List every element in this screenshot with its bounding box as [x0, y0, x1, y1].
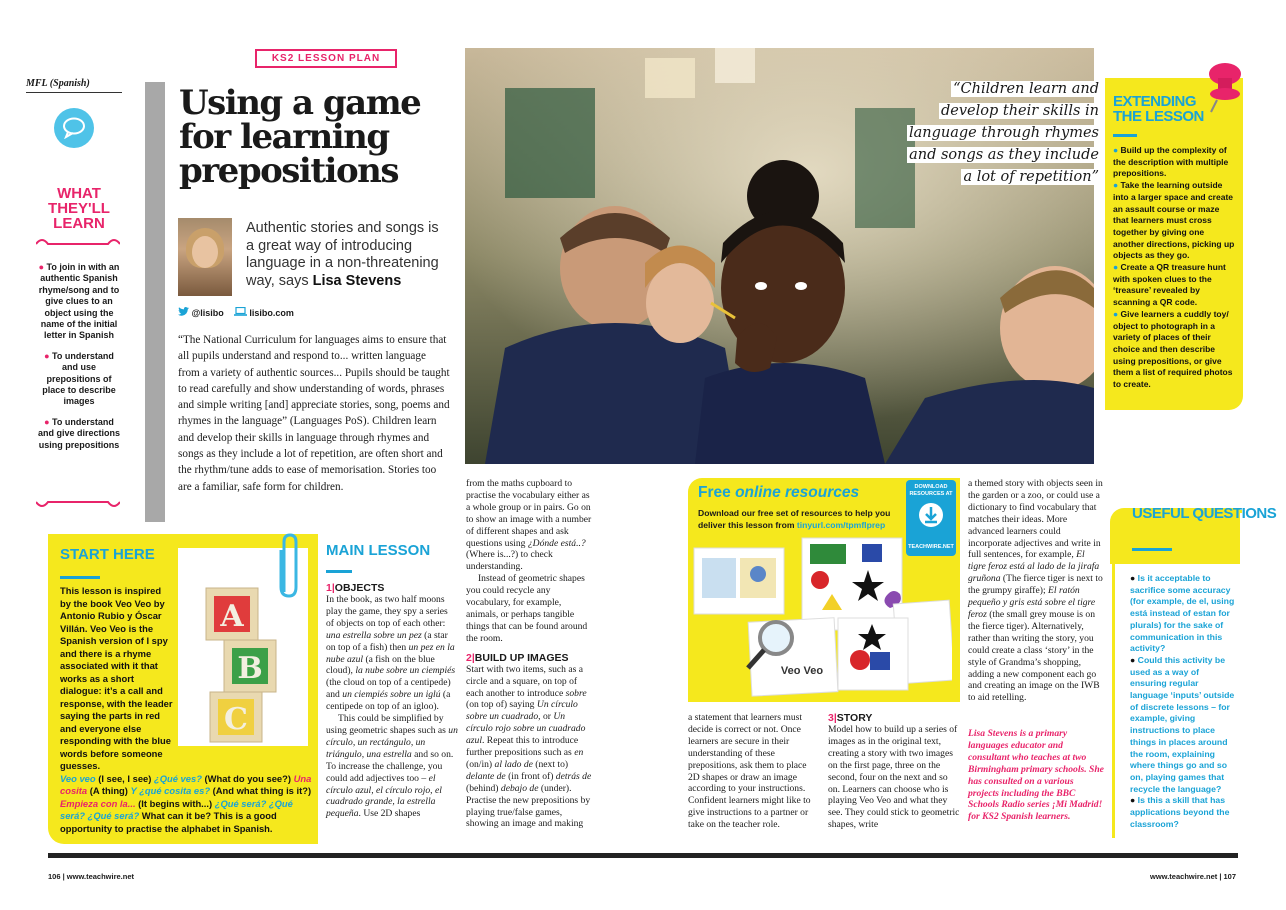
start-here-heading: START HERE [60, 546, 155, 563]
social-links [178, 307, 294, 318]
step-body: a statement that learners must decide is correct or not. Once learners are secure in their understanding of these prepositions, ask them to place 2D shapes or draw an image according to your instructions. Confident learners might like to give instructions to a partner or take on the teacher role. [688, 712, 811, 831]
lesson-column-1 [326, 582, 458, 820]
lesson-column-2 [466, 478, 594, 830]
dialogue-segment: (A thing) [87, 785, 131, 796]
list-item: ● Is this a skill that has applications beyond the classroom? [1130, 795, 1230, 829]
rhyme-dialogue [60, 773, 312, 836]
card-label: Veo Veo [780, 665, 824, 677]
step-heading: 3|STORY [828, 712, 873, 724]
step-heading: 2|BUILD UP IMAGES [466, 651, 569, 664]
resources-link[interactable]: tinyurl.com/tpmflprep [796, 520, 886, 530]
footer-right: www.teachwire.net | 107 [1150, 872, 1237, 881]
heading-rule [1132, 548, 1172, 551]
list-item: ● Give learners a cuddly toy/ object to photograph in a variety of places of their choice and then describe using prepositions, or give them a list of required photos to create. [1113, 308, 1233, 390]
step-body: from the maths cupboard to practise the vocabulary either as a whole group or in pairs. Go on to show an image with a number of different shapes and ask questions using ¿Dónde está..? (Where is...?) to check understanding. Instead of geometric shapes you could recycle any vocabulary, for example, animals, or perhaps tangible things that can be found around the room. [466, 478, 592, 644]
list-item: ● Create a QR treasure hunt with spoken clues to the ‘treasure’ revealed by scanning a QR code. [1113, 262, 1226, 308]
useful-questions-list [1130, 573, 1238, 830]
start-para: This lesson is inspired by the book Veo Veo by Antonio Rubio y Óscar Villán. Veo Veo is the Spanish version of I spy and there is a rhyme associated with it that works as a short dialogue: it’s a call and response, with the leader saying the parts in red and everyone else responding with the blue words before someone guesses. [60, 585, 173, 771]
resource-preview-images [692, 534, 952, 698]
dialogue-segment: (I see, I see) [95, 772, 154, 784]
useful-questions-heading: USEFUL QUESTIONS [1132, 505, 1277, 522]
dialogue-segment: Una cosita [60, 772, 312, 796]
learn-item: ● To understand and give directions using prepositions [37, 416, 121, 450]
heading-rule [1113, 134, 1137, 137]
dialogue-segment: (What do you see?) [201, 772, 294, 784]
lesson-column-4 [828, 712, 960, 831]
laptop-icon [234, 307, 247, 316]
standfirst: Authentic stories and songs is a great way of introducing language in a non-threatening way, says Lisa Stevens [246, 220, 439, 289]
step-body: a themed story with objects seen in the garden or a zoo, or could use a dictionary to find vocabulary that matches their ideas. More advanced learners could incorporate adjectives and write in full sentences, for example, El tigre feroz está al lado de la jirafa gruñona (The fierce tiger is next to the grumpy giraffe); El ratón pequeño y gris está sobre el tigre feroz (the small grey mouse is on the fierce tiger). Alternatively, rather than writing the story, you could create a class ‘story’ in the style of Grandma’s shopping, adding a new component each go and creating an image on the IWB to aid retelling. [968, 478, 1103, 704]
website-link[interactable]: lisibo.com [234, 307, 294, 318]
svg-text:B: B [237, 651, 263, 686]
divider-squiggle [36, 500, 120, 510]
pull-quote: “Children learn and develop their skills in language through rhymes and songs as they include a lot of repetition” [909, 81, 1099, 185]
lesson-column-3 [688, 712, 820, 831]
twitter-icon [178, 307, 189, 316]
learn-list [36, 262, 122, 460]
learn-item: ● To join in with an authentic Spanish rhyme/song and to give clues to an object using the name of the initial letter in Spanish [38, 262, 120, 341]
learn-item: ● To understand and use prepositions of place to describe images [42, 350, 116, 407]
list-item: ● Take the learning outside into a larger space and create an assault course or maze that learners must cross together by giving one another directions, picking up objects as they go. [1113, 180, 1235, 261]
section-label: MFL (Spanish) [26, 78, 122, 93]
lesson-column-5 [968, 478, 1104, 704]
author-name: Lisa Stevens [312, 272, 402, 289]
speech-bubble-icon [54, 108, 94, 148]
page-title: Using a game for learning prepositions [179, 83, 421, 191]
kicker-label: KS2 LESSON PLAN [255, 49, 397, 68]
dialogue-segment: Veo veo [60, 772, 96, 784]
svg-text:C: C [224, 702, 248, 737]
grey-accent-bar [145, 82, 165, 522]
twitter-link[interactable]: @lisibo [178, 307, 224, 318]
intro-paragraph: “The National Curriculum for languages aims to ensure that all pupils understand and respond to... written language from a variety of authentic sources... Pupils should be taught to read carefully and show understanding of words, phrases and simple writing [and] appreciate stories, song, poems and rhymes in the language” (Languages PoS). Children learn and develop their skills in language through rhymes and songs as they include a lot of repetition, are often short and the rhythm/tune adds to ease of memorisation. Stories too are a familiar, safe form for children. [178, 334, 450, 493]
download-icon [918, 502, 944, 528]
download-badge[interactable]: DOWNLOAD RESOURCES AT TEACHWIRE.NET [906, 480, 956, 556]
resources-heading: Free online resources [698, 484, 860, 501]
step-body: Start with two items, such as a circle and a square, on top of each another to introduce sobre (on top of) saying Un círculo sobre un cuadrado, or Un círculo rojo sobre un cuadrado azul. Repeat this to introduce further prepositions such as en (on/in) al lado de (next to) delante de (in front of) detrás de (behind) debajo de (under). Practise the new prepositions by playing true/false games, showing an image and making [466, 663, 592, 830]
svg-text:A: A [220, 599, 244, 634]
footer-rule [48, 853, 1238, 858]
start-here-text [60, 585, 312, 835]
dialogue-segment: (It begins with...) [135, 797, 215, 809]
step-body: In the book, as two half moons play the game, they spy a series of objects on top of each other: una estrella sobre un pez (a star on top of a fish) then un pez en la nube azul (a fish on the blue cloud), la nube sobre un ciempiés (the cloud on top of a centipede) and un ciempiés sobre un iglú (a centipede on top of an igloo). This could be simplified by using geometric shapes such as un círculo, un rectángulo, un triángulo, una estrella and so on. To increase the challenge, you could add adjectives too – el círculo azul, el círculo rojo, el cuadrado grande, la estrella pequeña. Use 2D shapes [326, 594, 458, 820]
learn-heading: WHAT THEY'LL LEARN [48, 185, 110, 232]
extending-heading: EXTENDING THE LESSON [1113, 93, 1204, 125]
dialogue-segment: Empieza con la... [60, 797, 136, 809]
heading-rule [60, 576, 100, 579]
list-item: ● Build up the complexity of the description with multiple prepositions. [1113, 145, 1229, 179]
extending-list [1113, 145, 1237, 391]
main-lesson-heading: MAIN LESSON [326, 542, 431, 559]
heading-rule [326, 570, 352, 573]
dialogue-segment: ¿Qué será? ¿Qué será? ¿Qué será? [60, 797, 293, 821]
footer-left: 106 | www.teachwire.net [48, 872, 135, 881]
author-bio: Lisa Stevens is a primary languages educator and consultant who teaches at two Birmingham primary schools. She has consulted on a various projects including the BBC Schools Radio series ¡Mi Madrid! for KS2 Spanish learners. [968, 728, 1104, 823]
list-item: ● Could this activity be used as a way of ensuring regular language ‘inputs’ outside of discrete lessons – for example, giving instructions to place things in places around the room, explaining where things go and so on, playing games that recycle the language? [1130, 654, 1235, 794]
dialogue-segment: (And what thing is it?) [210, 785, 312, 796]
list-item: ● Is it acceptable to sacrifice some accuracy (for example, de el, using está instead of estan for plurals) for the sake of communication in this activity? [1130, 573, 1235, 654]
step-body: Model how to build up a series of images as in the original text, creating a story with two images on the first page, three on the second, four on the next and so on. Learners can choose who is playing Veo Veo and what they see. They could stick to geometric shapes, write [828, 724, 960, 831]
author-photo [178, 218, 232, 296]
resources-description: Download our free set of resources to help you deliver this lesson from tinyurl.com/tpmflprep [698, 508, 891, 530]
divider-squiggle [36, 236, 120, 246]
dialogue-segment: What can it be? This is a good opportunity to practise the alphabet in Spanish. [60, 810, 277, 834]
step-heading: 1|OBJECTS [326, 582, 385, 594]
dialogue-segment: Y ¿qué cosita es? [130, 785, 211, 796]
dialogue-segment: ¿Qué ves? [153, 772, 202, 784]
